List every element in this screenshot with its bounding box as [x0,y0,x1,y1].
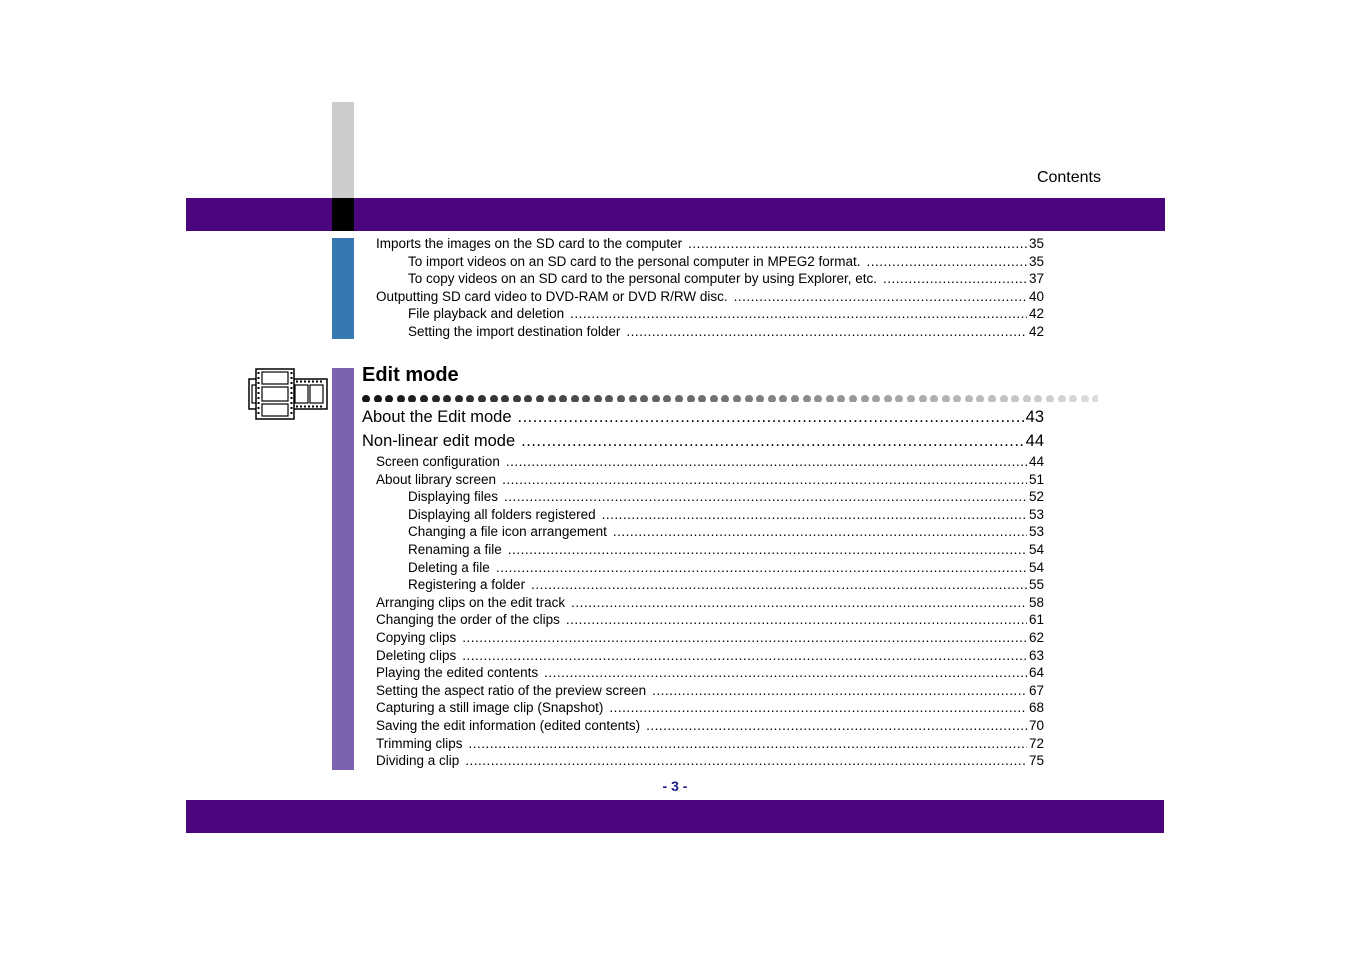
divider-dot [919,395,927,402]
divider-dot [721,395,729,402]
toc-entry-leader [506,453,1027,470]
toc-entry-leader [609,699,1027,716]
divider-dot [814,395,822,402]
toc-entry[interactable] [408,305,1044,322]
section-title-dot-divider [362,390,1098,402]
toc-entry-leader [521,431,1023,451]
toc-entry[interactable] [376,288,1044,305]
divider-dot [420,395,428,402]
divider-dot [733,395,741,402]
toc-entry-label: File playback and deletion [408,306,565,322]
toc-entry[interactable] [376,752,1044,769]
divider-dot [895,395,903,402]
toc-entry-page: 54 [1028,542,1044,557]
toc-entry-page: 53 [1028,524,1044,540]
toc-entry-label: Renaming a file [408,542,502,557]
toc-entry-page: 68 [1028,700,1044,716]
toc-entry-leader [496,559,1027,576]
toc-entry[interactable] [408,576,1044,593]
divider-dot [1000,395,1008,402]
toc-entry[interactable] [376,735,1044,752]
divider-dot [756,395,764,402]
toc-entry-label: Deleting clips [376,647,457,663]
toc-entry-leader [734,288,1027,305]
toc-entry-label: Deleting a file [408,559,490,575]
divider-dot [768,395,776,402]
top-grey-tab [332,102,354,198]
divider-dot [976,395,984,402]
toc-entry-page: 35 [1028,253,1044,269]
divider-dot [605,395,613,402]
divider-dot [397,395,405,402]
divider-dot [640,395,648,402]
toc-entry[interactable] [408,559,1044,576]
toc-entry-label: To import videos on an SD card to the personal computer in MPEG2 format. [408,253,861,269]
footer-bar [186,800,1164,833]
divider-dot [455,395,463,402]
divider-dot [478,395,486,402]
divider-dot [559,395,567,402]
toc-entry-page: 35 [1028,236,1044,251]
toc-entry-leader [502,471,1027,488]
toc-entry[interactable] [362,407,1044,427]
toc-entry[interactable] [376,453,1044,470]
divider-dot [1034,395,1042,402]
section-tab-purple [332,368,354,770]
toc-entry-label: Displaying all folders registered [408,506,596,522]
divider-dot [362,395,370,402]
divider-dot [1011,395,1019,402]
divider-dot [1046,395,1054,402]
toc-entry-leader [602,506,1027,523]
toc-entry-leader [566,611,1027,628]
divider-dot [548,395,556,402]
toc-entry-leader [518,407,1024,427]
divider-dot [930,395,938,402]
toc-entry-leader [570,305,1027,322]
toc-entry-leader [571,594,1027,611]
toc-entry-page: 63 [1028,647,1044,663]
divider-dot [953,395,961,402]
toc-entry-leader [469,735,1027,752]
toc-entry-page: 67 [1028,682,1044,698]
toc-entry-leader [652,682,1027,699]
divider-dot [1069,395,1077,402]
toc-entry[interactable] [408,488,1044,505]
divider-dot [663,395,671,402]
divider-dot [849,395,857,402]
toc-entry-page: 40 [1028,288,1044,304]
toc-entry-leader [883,270,1027,287]
toc-entry-leader [866,253,1027,270]
toc-entry-leader [626,323,1027,340]
toc-entry-label: Screen configuration [376,454,500,469]
divider-dot [385,395,393,402]
divider-dot [884,395,892,402]
toc-entry-leader [613,523,1027,540]
toc-entry-label: Non-linear edit mode [362,432,516,450]
toc-entry-page: 42 [1028,324,1044,339]
divider-dot [443,395,451,402]
divider-dot [1023,395,1031,402]
toc-entry-leader [504,488,1027,505]
divider-dot [779,395,787,402]
toc-entry-page: 70 [1028,718,1044,733]
divider-dot [791,395,799,402]
divider-dot [1092,395,1098,402]
toc-entry[interactable] [376,717,1044,734]
toc-entry[interactable] [376,471,1044,488]
toc-entry-page: 64 [1028,665,1044,681]
divider-dot [571,395,579,402]
divider-dot [536,395,544,402]
toc-entry[interactable] [376,699,1044,716]
toc-entry-label: Copying clips [376,630,457,645]
divider-dot [988,395,996,402]
divider-dot [513,395,521,402]
toc-entry-leader [462,629,1027,646]
toc-entry-label: About the Edit mode [362,408,512,426]
header-black-tab [332,198,354,231]
divider-dot [466,395,474,402]
toc-entry-page: 55 [1028,577,1044,593]
toc-entry-label: Trimming clips [376,735,463,751]
divider-dot [432,395,440,402]
toc-entry-page: 53 [1028,506,1044,522]
toc-entry-page: 58 [1028,594,1044,610]
toc-entry[interactable] [362,431,1044,451]
toc-entry-page: 44 [1028,454,1044,469]
toc-entry-label: Dividing a clip [376,753,460,769]
toc-entry-label: Setting the aspect ratio of the preview screen [376,682,647,698]
toc-entry-page: 44 [1025,432,1044,450]
divider-dot [524,395,532,402]
page-number: - 3 - [662,778,688,794]
toc-entry-leader [508,541,1027,558]
toc-entry-label: Displaying files [408,489,499,505]
toc-entry[interactable] [376,664,1044,681]
toc-entry-label: Saving the edit information (edited contents) [376,718,641,733]
divider-dot [837,395,845,402]
toc-entry[interactable] [376,647,1044,664]
toc-entry-page: 54 [1028,559,1044,575]
toc-entry-page: 51 [1028,471,1044,487]
header-contents-label: Contents [1036,169,1101,186]
divider-dot [965,395,973,402]
toc-entry-page: 62 [1028,630,1044,645]
divider-dot [617,395,625,402]
toc-entry[interactable] [408,270,1044,287]
toc-entry-leader [646,717,1027,734]
toc-entry-leader [462,647,1027,664]
toc-entry-page: 61 [1028,612,1044,628]
toc-entry-label: About library screen [376,471,497,487]
toc-entry-label: Changing a file icon arrangement [408,524,607,540]
toc-entry-leader [531,576,1027,593]
divider-dot [861,395,869,402]
toc-entry-label: Registering a folder [408,577,526,593]
divider-dot [907,395,915,402]
toc-entry[interactable] [376,611,1044,628]
toc-entry[interactable] [408,253,1044,270]
toc-entry-label: Arranging clips on the edit track [376,594,566,610]
toc-entry-leader [688,235,1027,252]
divider-dot [826,395,834,402]
divider-dot [872,395,880,402]
divider-dot [501,395,509,402]
toc-entry-label: To copy videos on an SD card to the personal computer by using Explorer, etc. [408,271,878,287]
toc-entry-page: 42 [1028,306,1044,322]
divider-dot [629,395,637,402]
toc-entry-page: 75 [1028,753,1044,769]
film-strip-icon [248,368,328,425]
toc-entry[interactable] [408,523,1044,540]
toc-entry[interactable] [376,235,1044,252]
toc-entry-page: 43 [1025,408,1044,426]
toc-entry[interactable] [376,682,1044,699]
toc-entry-leader [465,752,1027,769]
divider-dot [490,395,498,402]
toc-entry-label: Outputting SD card video to DVD-RAM or DVD R/RW disc. [376,288,728,304]
toc-entry[interactable] [376,629,1044,646]
toc-entry-leader [544,664,1027,681]
divider-dot [1058,395,1066,402]
divider-dot [374,395,382,402]
toc-entry[interactable] [408,506,1044,523]
toc-entry-page: 52 [1028,489,1044,505]
divider-dot [594,395,602,402]
toc-entry-page: 37 [1028,271,1044,287]
divider-dot [942,395,950,402]
divider-dot [582,395,590,402]
toc-entry[interactable] [408,323,1044,340]
divider-dot [408,395,416,402]
divider-dot [1081,395,1089,402]
divider-dot [652,395,660,402]
section-tab-blue [332,238,354,339]
toc-entry-label: Setting the import destination folder [408,324,621,339]
toc-entry-page: 72 [1028,735,1044,751]
toc-entry[interactable] [376,594,1044,611]
toc-entry[interactable] [408,541,1044,558]
divider-dot [698,395,706,402]
divider-dot [710,395,718,402]
divider-dot [745,395,753,402]
section-title-edit-mode: Edit mode [362,364,459,386]
toc-entry-label: Imports the images on the SD card to the computer [376,236,683,251]
toc-entry-label: Capturing a still image clip (Snapshot) [376,700,604,716]
divider-dot [687,395,695,402]
divider-dot [675,395,683,402]
toc-entry-label: Changing the order of the clips [376,612,560,628]
toc-entry-label: Playing the edited contents [376,665,539,681]
divider-dot [803,395,811,402]
